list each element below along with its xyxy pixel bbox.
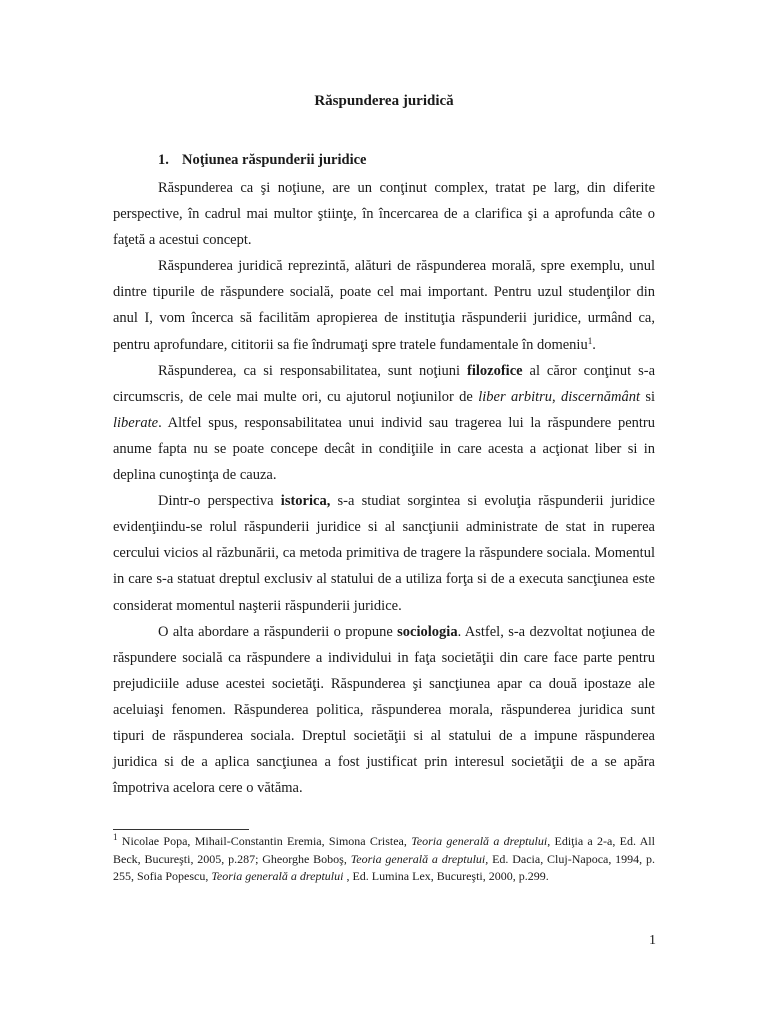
paragraph-5 [113, 619, 655, 802]
bold-term-istorica: istorica, [280, 493, 331, 510]
footnote-text-g: , Ed. Lumina Lex, Bucureşti, 2000, p.299. [343, 869, 549, 883]
section-number: 1. [158, 152, 169, 168]
page-number: 1 [649, 933, 656, 948]
italic-term-discernamant: discernământ [561, 388, 640, 405]
footnote [113, 833, 655, 886]
body-text [113, 175, 655, 801]
footnote-text-c: , Ediţia a 2-a, Ed. All Beck, Bucureşti, 2005, p.287; Gheorghe Boboş, [113, 834, 655, 866]
footnote-book-title-1: Teoria generală a dreptului [411, 834, 548, 848]
footnote-reference[interactable]: 1 [587, 335, 593, 346]
italic-term-liber-arbitru: liber arbitru [478, 388, 553, 405]
paragraph-5-text-a: O alta abordare a răspunderii o propune [158, 623, 398, 640]
paragraph-4 [113, 488, 655, 618]
bold-term-filozofice: filozofice [467, 362, 523, 379]
footnote-marker: 1 [113, 832, 118, 842]
italic-term-liberate: liberate [113, 414, 159, 431]
footnote-separator [113, 829, 249, 830]
paragraph-3-text-e: , [552, 388, 562, 405]
section-heading [158, 150, 366, 170]
paragraph-1-text: Răspunderea ca şi noţiune, are un conţinut complex, tratat pe larg, din diferite perspective, în cadrul mai multor ştiinţe, în încercarea de a clarifica şi a aprofunda câte o faţetă a acestui concept. [113, 180, 655, 249]
footnote-text-e: Ed. Dacia, Cluj-Napoca, 1994, p. 255, Sofia Popescu, [113, 851, 655, 883]
footnote-book-title-2: Teoria generală a dreptului, [350, 851, 489, 866]
paragraph-3-text-c: al căror conţinut s-a circumscris, de cele mai multe ori, cu ajutorul noţiunilor de [113, 362, 656, 405]
paragraph-2-text: Răspunderea juridică reprezintă, alături de răspunderea morală, spre exemplu, unul dintre tipurile de răspundere socială, poate cel mai important. Pentru uzul studenţilor din anul I, vom încerca să facilităm apropierea de instituţia răspunderii juridice, urmând ca, pentru aprofundare, cititorii sa fie îndrumaţi spre tratele fundamentale în domeniu [113, 258, 655, 353]
footnote-book-title-3: Teoria generală a dreptului [211, 869, 344, 883]
paragraph-4-text-c: s-a studiat sorgintea si evoluţia răspunderii juridice evidenţiindu-se rolul răspunderii juridice si al sancţiunii administrate de stat in ruperea cercului vicios al răzbunării, ca metoda primitiva de tragere la răspundere sociala. Momentul in care s-a statuat dreptul exclusiv al statului de a utiliza forţa si de a executa sancţiunea este considerat momentul naşterii răspunderii juridice. [113, 493, 655, 614]
document-title: Răspunderea juridică [314, 93, 454, 109]
paragraph-5-text-c: . Astfel, s-a dezvoltat noţiunea de răspundere socială ca răspundere a individului in faţa societăţii din care face parte pentru prejudiciile aduse acestei societăţi. Răspunderea şi sancţiunea apar ca două ipostaze ale aceluiaşi fenomen. Răspunderea politica, răspunderea morala, răspunderea juridica sunt tipuri de răspunderea sociala. Dreptul societăţii si al statului de a impune răspunderea juridica si de a aplica sancţiunea a fost justificat prin interesul societăţii de a se apăra împotriva acelora cere o vătăma. [113, 623, 655, 797]
paragraph-3 [113, 358, 655, 488]
paragraph-3-text-i: . Altfel spus, responsabilitatea unui individ sau tragerea lui la răspundere pentru anume fapta nu se poate concepe decât in condiţiile in care acesta a acţionat liber si in deplina cunoştinţa de cauza. [113, 414, 655, 484]
footnote-text-a: Nicolae Popa, Mihail-Constantin Eremia, Simona Cristea, [117, 834, 412, 848]
paragraph-3-text-g: si [639, 388, 655, 405]
paragraph-4-text-a: Dintr-o perspectiva [158, 493, 281, 510]
paragraph-2-end: . [592, 336, 596, 353]
bold-term-sociologia: sociologia [397, 623, 458, 640]
paragraph-3-text-a: Răspunderea, ca si responsabilitatea, sunt noţiuni [158, 362, 468, 379]
section-heading-text: Noţiunea răspunderii juridice [182, 152, 367, 168]
paragraph-2 [113, 253, 655, 357]
paragraph-1 [113, 175, 655, 253]
